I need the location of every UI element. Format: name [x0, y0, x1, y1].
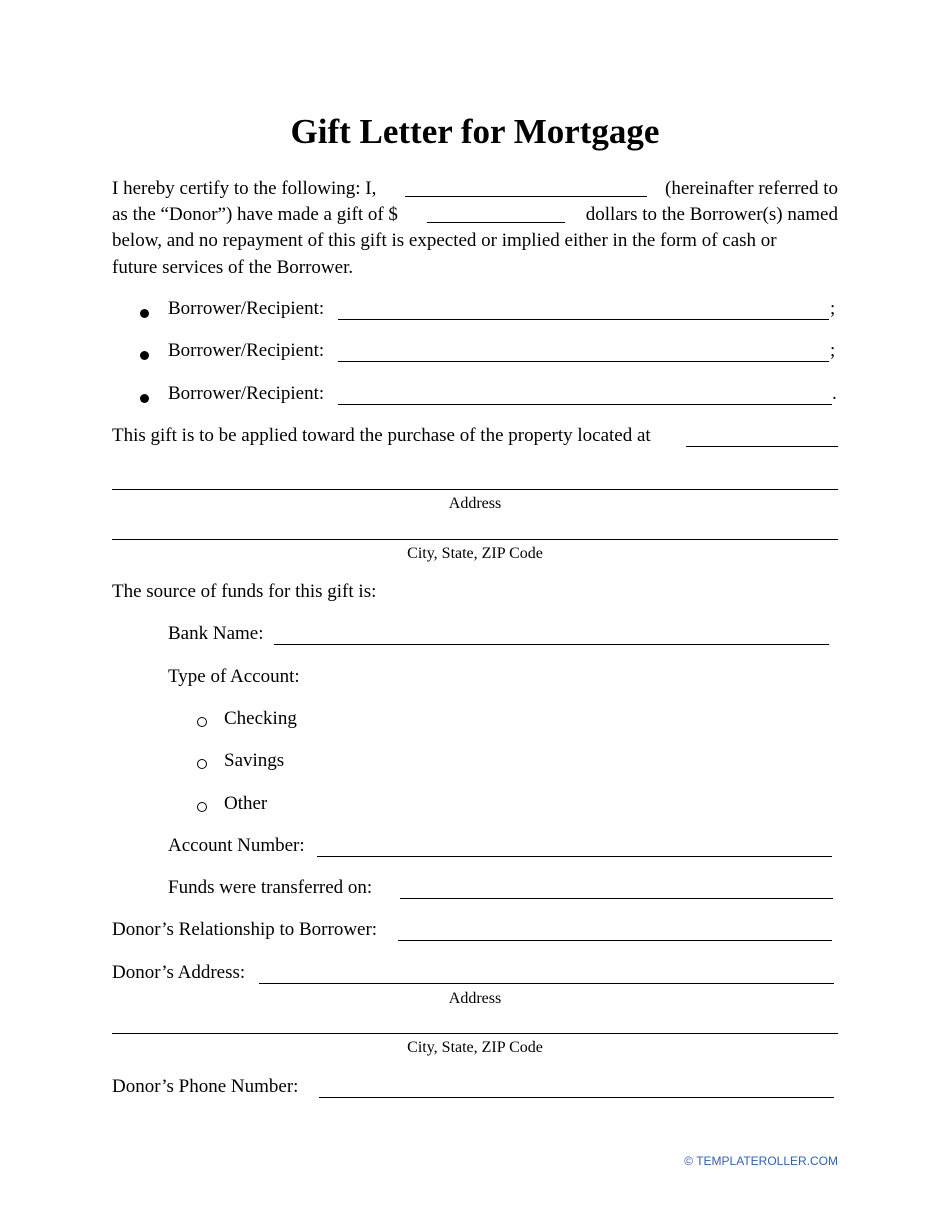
property-address-blank[interactable]: [112, 489, 838, 490]
footer-copyright[interactable]: © TEMPLATEROLLER.COM: [684, 1154, 838, 1168]
borrower-2-blank[interactable]: [338, 361, 829, 362]
phone-label: Donor’s Phone Number:: [112, 1076, 299, 1097]
donor-name-blank[interactable]: [405, 196, 647, 197]
borrower-end: ;: [830, 298, 836, 319]
intro-line-4: future services of the Borrower.: [112, 257, 354, 278]
bullet-icon: [140, 347, 149, 365]
property-line: This gift is to be applied toward the purchase of the property located at: [112, 425, 651, 446]
phone-blank[interactable]: [319, 1097, 834, 1098]
intro-line-2-start: as the “Donor”) have made a gift of $: [112, 204, 398, 225]
property-blank[interactable]: [686, 446, 838, 447]
bullet-icon: [140, 390, 149, 408]
gift-amount-blank[interactable]: [427, 222, 565, 223]
account-number-label: Account Number:: [168, 835, 305, 856]
borrower-label: Borrower/Recipient:: [168, 340, 325, 361]
bank-name-label: Bank Name:: [168, 623, 264, 644]
radio-other[interactable]: [197, 799, 207, 817]
borrower-label: Borrower/Recipient:: [168, 383, 325, 404]
source-heading: The source of funds for this gift is:: [112, 581, 377, 602]
borrower-label: Borrower/Recipient:: [168, 298, 325, 319]
borrower-end: ;: [830, 340, 836, 361]
transfer-label: Funds were transferred on:: [168, 877, 373, 898]
relationship-label: Donor’s Relationship to Borrower:: [112, 919, 378, 940]
account-type-other: Other: [224, 793, 268, 814]
borrower-end: .: [832, 383, 837, 404]
city-state-zip-caption: City, State, ZIP Code: [407, 545, 543, 562]
borrower-3-blank[interactable]: [338, 404, 832, 405]
intro-line-3: below, and no repayment of this gift is expected or implied either in the form of cash or: [112, 230, 777, 251]
donor-address-caption: Address: [448, 990, 502, 1007]
radio-checking[interactable]: [197, 714, 207, 732]
account-number-blank[interactable]: [317, 856, 832, 857]
page-title: Gift Letter for Mortgage: [290, 112, 660, 151]
account-type-checking: Checking: [224, 708, 297, 729]
borrower-1-blank[interactable]: [338, 319, 829, 320]
intro-line-2-end: dollars to the Borrower(s) named: [585, 204, 838, 225]
account-type-savings: Savings: [224, 750, 285, 771]
address-caption: Address: [448, 495, 502, 512]
intro-line-1-end: (hereinafter referred to: [665, 178, 838, 199]
property-city-blank[interactable]: [112, 539, 838, 540]
intro-line-1-start: I hereby certify to the following: I,: [112, 178, 377, 199]
donor-address-label: Donor’s Address:: [112, 962, 246, 983]
account-type-label: Type of Account:: [168, 666, 300, 687]
bullet-icon: [140, 305, 149, 323]
donor-city-blank[interactable]: [112, 1033, 838, 1034]
transfer-date-blank[interactable]: [400, 898, 833, 899]
donor-city-caption: City, State, ZIP Code: [407, 1039, 543, 1056]
bank-name-blank[interactable]: [274, 644, 829, 645]
donor-address-blank[interactable]: [259, 983, 834, 984]
radio-savings[interactable]: [197, 756, 207, 774]
relationship-blank[interactable]: [398, 940, 832, 941]
